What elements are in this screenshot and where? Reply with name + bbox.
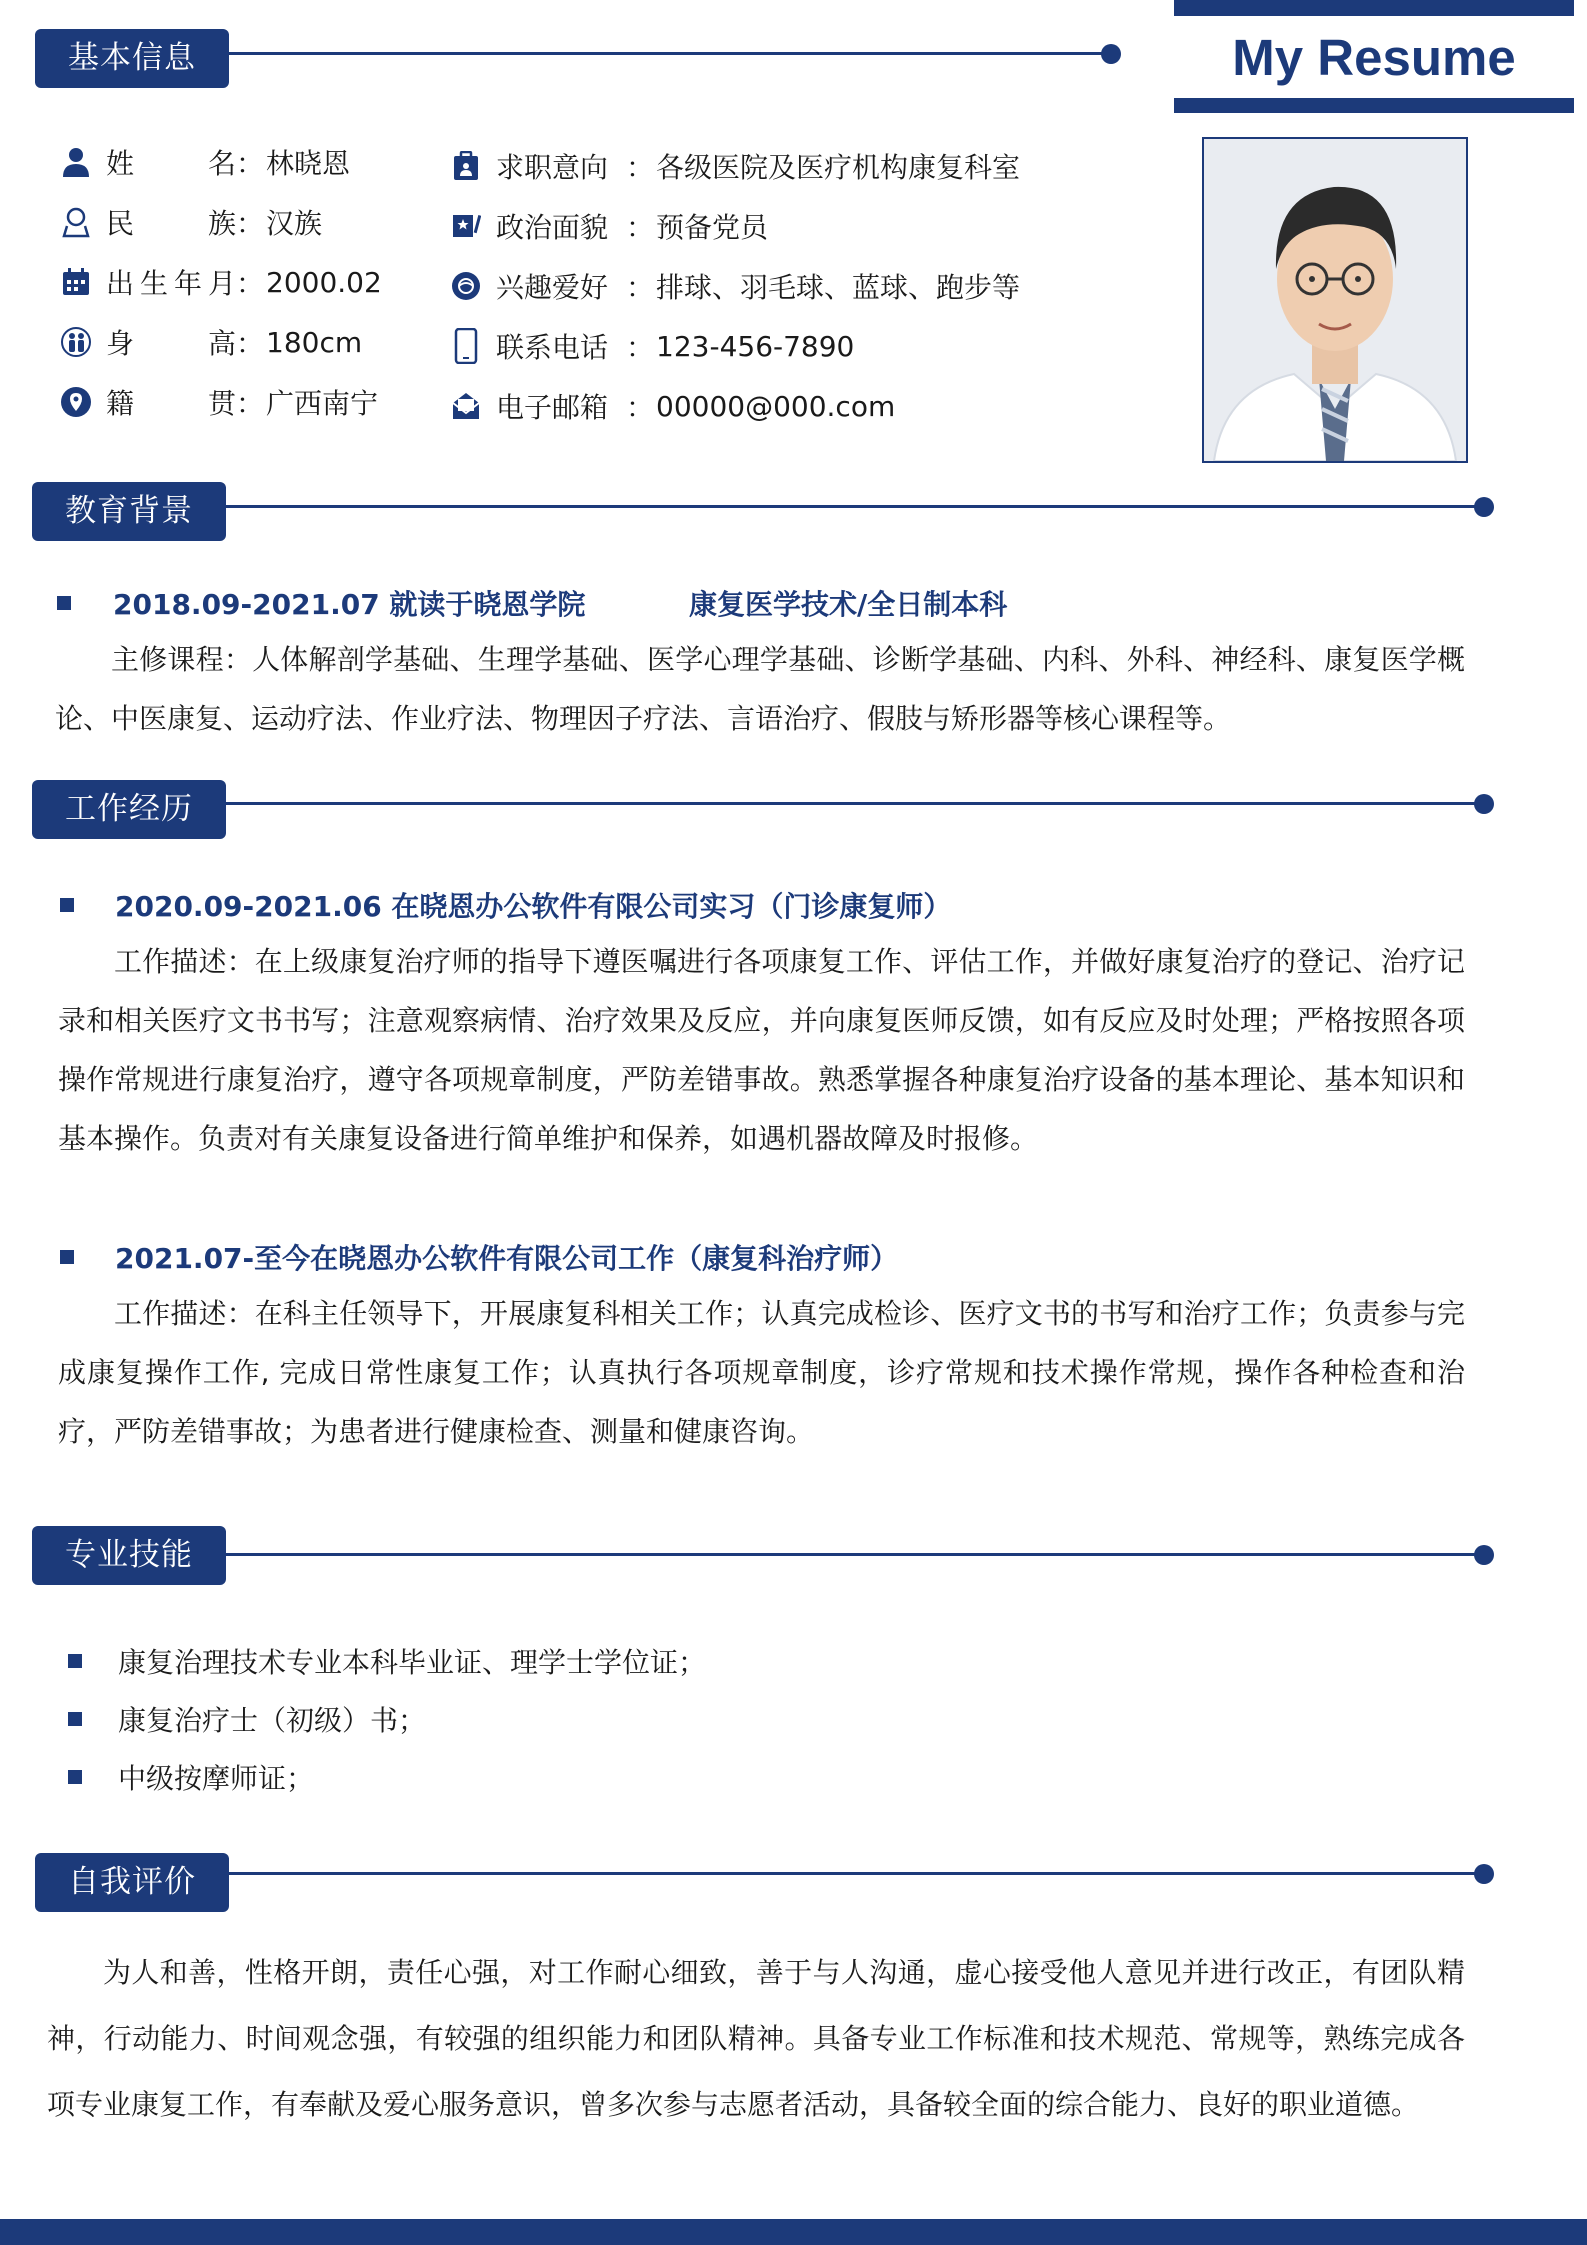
- info-hometown: 籍 贯 ： 广西南宁: [58, 382, 382, 422]
- info-ethnicity: 民 族 ： 汉族: [58, 202, 382, 242]
- section-line-education: [226, 505, 1486, 508]
- section-title-work: 工作经历: [32, 780, 226, 839]
- education-entry: [57, 583, 585, 623]
- section-dot-work: [1474, 794, 1494, 814]
- info-political-value: 预备党员: [656, 211, 769, 244]
- info-email-value: 00000@000.com: [656, 389, 896, 423]
- section-title-basic: 基本信息: [35, 29, 229, 88]
- ethnicity-icon: [58, 204, 94, 240]
- bullet-square: [68, 1770, 82, 1784]
- info-name: 姓 名 ： 林晓恩: [58, 142, 382, 182]
- info-job-value: 各级医院及医疗机构康复科室: [656, 151, 1021, 184]
- work-entry-1: [60, 885, 951, 925]
- info-hobby-value: 排球、羽毛球、蓝球、跑步等: [656, 271, 1021, 304]
- info-job-intention: 求职意向 ： 各级医院及医疗机构康复科室: [448, 146, 1020, 186]
- skill-item: 中级按摩师证；: [68, 1757, 314, 1797]
- section-dot-skills: [1474, 1545, 1494, 1565]
- section-line-basic: [229, 52, 1109, 55]
- work-entry-2: [60, 1237, 898, 1277]
- resume-title: My Resume: [1232, 29, 1516, 86]
- section-line-work: [226, 802, 1486, 805]
- info-height: 身 高 ： 180cm: [58, 322, 382, 362]
- info-hobby: 兴趣爱好 ： 排球、羽毛球、蓝球、跑步等: [448, 266, 1020, 306]
- info-height-value: 180cm: [266, 325, 363, 359]
- location-icon: [58, 384, 94, 420]
- bullet-square: [68, 1712, 82, 1726]
- info-political: 政治面貌 ： 预备党员: [448, 206, 1020, 246]
- section-title-skills: 专业技能: [32, 1526, 226, 1585]
- info-hometown-value: 广西南宁: [266, 387, 379, 420]
- work-1-title: 2020.09-2021.06 在晓恩办公软件有限公司实习（门诊康复师）: [115, 890, 952, 923]
- education-period: 2018.09-2021.07 就读于晓恩学院: [113, 588, 586, 621]
- section-title-self: 自我评价: [35, 1853, 229, 1912]
- info-birth: 出 生 年 月 ： 2000.02: [58, 262, 382, 302]
- info-ethnicity-value: 汉族: [266, 207, 323, 240]
- section-dot-self: [1474, 1864, 1494, 1884]
- bullet-square: [57, 596, 71, 610]
- info-phone-value: 123-456-7890: [656, 329, 855, 363]
- work-1-desc: 工作描述：在上级康复治疗师的指导下遵医嘱进行各项康复工作、评估工作，并做好康复治疗的登记、治疗记录和相关医疗文书书写；注意观察病情、治疗效果及反应，并向康复医师反馈，如有反应及时处理；严格按照各项操作常规进行康复治疗，遵守各项规章制度，严防差错事故。熟悉掌握各种康复治疗设备的基本理论、基本知识和基本操作。负责对有关康复设备进行简单维护和保养，如遇机器故障及时报修。: [58, 945, 1465, 1155]
- bullet-square: [60, 1250, 74, 1264]
- bullet-square: [60, 898, 74, 912]
- bullet-square: [68, 1654, 82, 1668]
- work-2-desc: 工作描述：在科主任领导下，开展康复科相关工作；认真完成检诊、医疗文书的书写和治疗工作；负责参与完成康复操作工作, 完成日常性康复工作；认真执行各项规章制度，诊疗常规和技术操作常规，操作各种检查和治疗，严防差错事故；为患者进行健康检查、测量和健康咨询。: [58, 1297, 1465, 1448]
- height-icon: [58, 324, 94, 360]
- section-line-skills: [226, 1553, 1486, 1556]
- basic-info-left: [58, 142, 382, 422]
- briefcase-icon: [448, 148, 484, 184]
- section-line-self: [229, 1872, 1486, 1875]
- info-email: 电子邮箱 ： 00000@000.com: [448, 386, 1020, 426]
- education-courses: 主修课程：人体解剖学基础、生理学基础、医学心理学基础、诊断学基础、内科、外科、神经科、康复医学概论、中医康复、运动疗法、作业疗法、物理因子疗法、言语治疗、假肢与矫形器等核心课程等。: [55, 643, 1465, 735]
- footer-bar: [0, 2219, 1587, 2245]
- profile-photo: [1202, 137, 1468, 463]
- section-dot-basic: [1101, 44, 1121, 64]
- flag-icon: [448, 208, 484, 244]
- email-icon: [448, 388, 484, 424]
- info-birth-value: 2000.02: [266, 265, 382, 299]
- person-icon: [58, 144, 94, 180]
- hobby-icon: [448, 268, 484, 304]
- info-phone: 联系电话 ： 123-456-7890: [448, 326, 1020, 366]
- header-top-bar: [1174, 0, 1574, 16]
- phone-icon: [448, 328, 484, 364]
- info-name-value: 林晓恩: [266, 147, 351, 180]
- skill-item: 康复治疗士（初级）书；: [68, 1699, 426, 1739]
- work-2-title: 2021.07-至今在晓恩办公软件有限公司工作（康复科治疗师）: [115, 1242, 899, 1275]
- header-bottom-bar: [1174, 98, 1574, 113]
- section-title-education: 教育背景: [32, 482, 226, 541]
- skill-item: 康复治理技术专业本科毕业证、理学士学位证；: [68, 1641, 706, 1681]
- self-evaluation: 为人和善，性格开朗，责任心强，对工作耐心细致，善于与人沟通，虚心接受他人意见并进行改正，有团队精神，行动能力、时间观念强，有较强的组织能力和团队精神。具备专业工作标准和技术规范、常规等，熟练完成各项专业康复工作，有奉献及爱心服务意识，曾多次参与志愿者活动，具备较全面的综合能力、良好的职业道德。: [47, 1956, 1465, 2121]
- education-major: 康复医学技术/全日制本科: [689, 588, 1008, 621]
- basic-info-right: [448, 146, 1020, 426]
- section-dot-education: [1474, 497, 1494, 517]
- calendar-icon: [58, 264, 94, 300]
